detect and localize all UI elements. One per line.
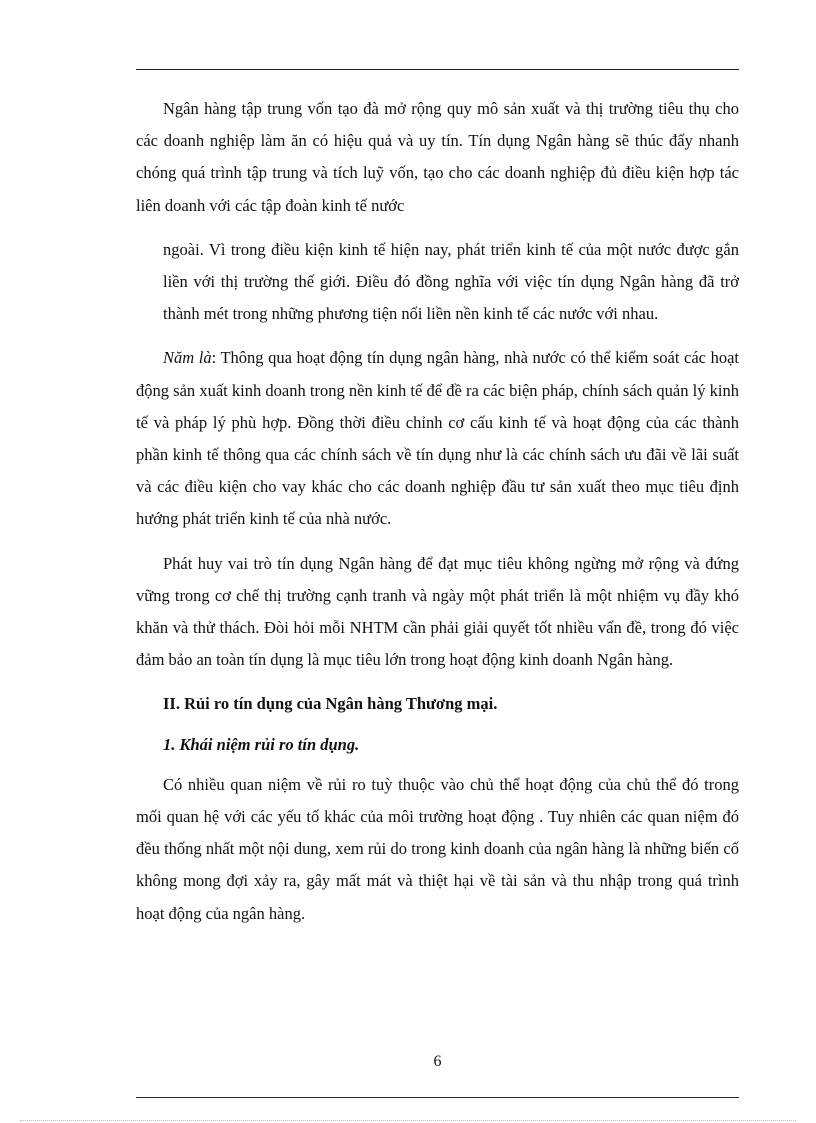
- document-body: [136, 93, 739, 942]
- footer-rule: [136, 1097, 739, 1098]
- subsection-heading: 1. Khái niệm rủi ro tín dụng.: [163, 734, 360, 754]
- paragraph-credit-role: Phát huy vai trò tín dụng Ngân hàng để đạt mục tiêu không ngừng mở rộng và đứng vững trong cơ chế thị trường cạnh tranh và ngày một phát triển là một nhiệm vụ đầy khó khăn và thử thách. Đòi hỏi mỗi NHTM cần phải giải quyết tốt nhiều vấn đề, trong đó việc đảm bảo an toàn tín dụng là mục tiêu lớn trong hoạt động kinh doanh Ngân hàng.: [136, 553, 739, 670]
- header-rule: [136, 69, 739, 70]
- fifth-role-lead: Năm là: [163, 348, 212, 368]
- paragraph-fifth-role: [136, 342, 739, 535]
- section-heading: II. Rủi ro tín dụng của Ngân hàng Thương mại.: [163, 694, 498, 714]
- paragraph-risk-concept: Có nhiều quan niệm về rủi ro tuỳ thuộc vào chủ thể hoạt động của chủ thể đó trong mối quan hệ với các yếu tố khác của môi trường hoạt động . Tuy nhiên các quan niệm đó đều thống nhất một nội dung, xem rủi do trong kinh doanh của ngân hàng là những biến cố không mong đợi xảy ra, gây mất mát và thiệt hại về tài sản và thu nhập trong quá trình hoạt động của ngân hàng.: [136, 774, 739, 923]
- page-number: 6: [433, 1053, 442, 1070]
- paragraph-bank-capital: Ngân hàng tập trung vốn tạo đà mở rộng quy mô sản xuất và thị trường tiêu thụ cho các doanh nghiệp làm ăn có hiệu quả và uy tín. Tín dụng Ngân hàng sẽ thúc đẩy nhanh chóng quá trình tập trung và tích luỹ vốn, tạo cho các doanh nghiệp đủ điều kiện hợp tác liên doanh với các tập đoàn kinh tế nước: [136, 99, 739, 215]
- fifth-role-text: : Thông qua hoạt động tín dụng ngân hàng, nhà nước có thể kiểm soát các hoạt động sản xuất kinh doanh trong nền kinh tế để đề ra các biện pháp, chính sách quản lý kinh tế và pháp lý phù hợp. Đồng thời điều chỉnh cơ cấu kinh tế và hoạt động của các thành phần kinh tế thông qua các chính sách về tín dụng như là các chính sách ưu đãi về lãi suất và các điều kiện cho vay khác cho các doanh nghiệp đầu tư sản xuất theo mục tiêu định hướng phát triển kinh tế của nhà nước.: [136, 348, 739, 529]
- paragraph-bank-capital-continued: ngoài. Vì trong điều kiện kinh tế hiện nay, phát triển kinh tế của một nước được gắn liền với thị trường thế giới. Điều đó đồng nghĩa với việc tín dụng Ngân hàng đã trở thành mét trong những phương tiện nối liền nền kinh tế các nước với nhau.: [163, 239, 739, 324]
- page-boundary: [20, 1120, 796, 1121]
